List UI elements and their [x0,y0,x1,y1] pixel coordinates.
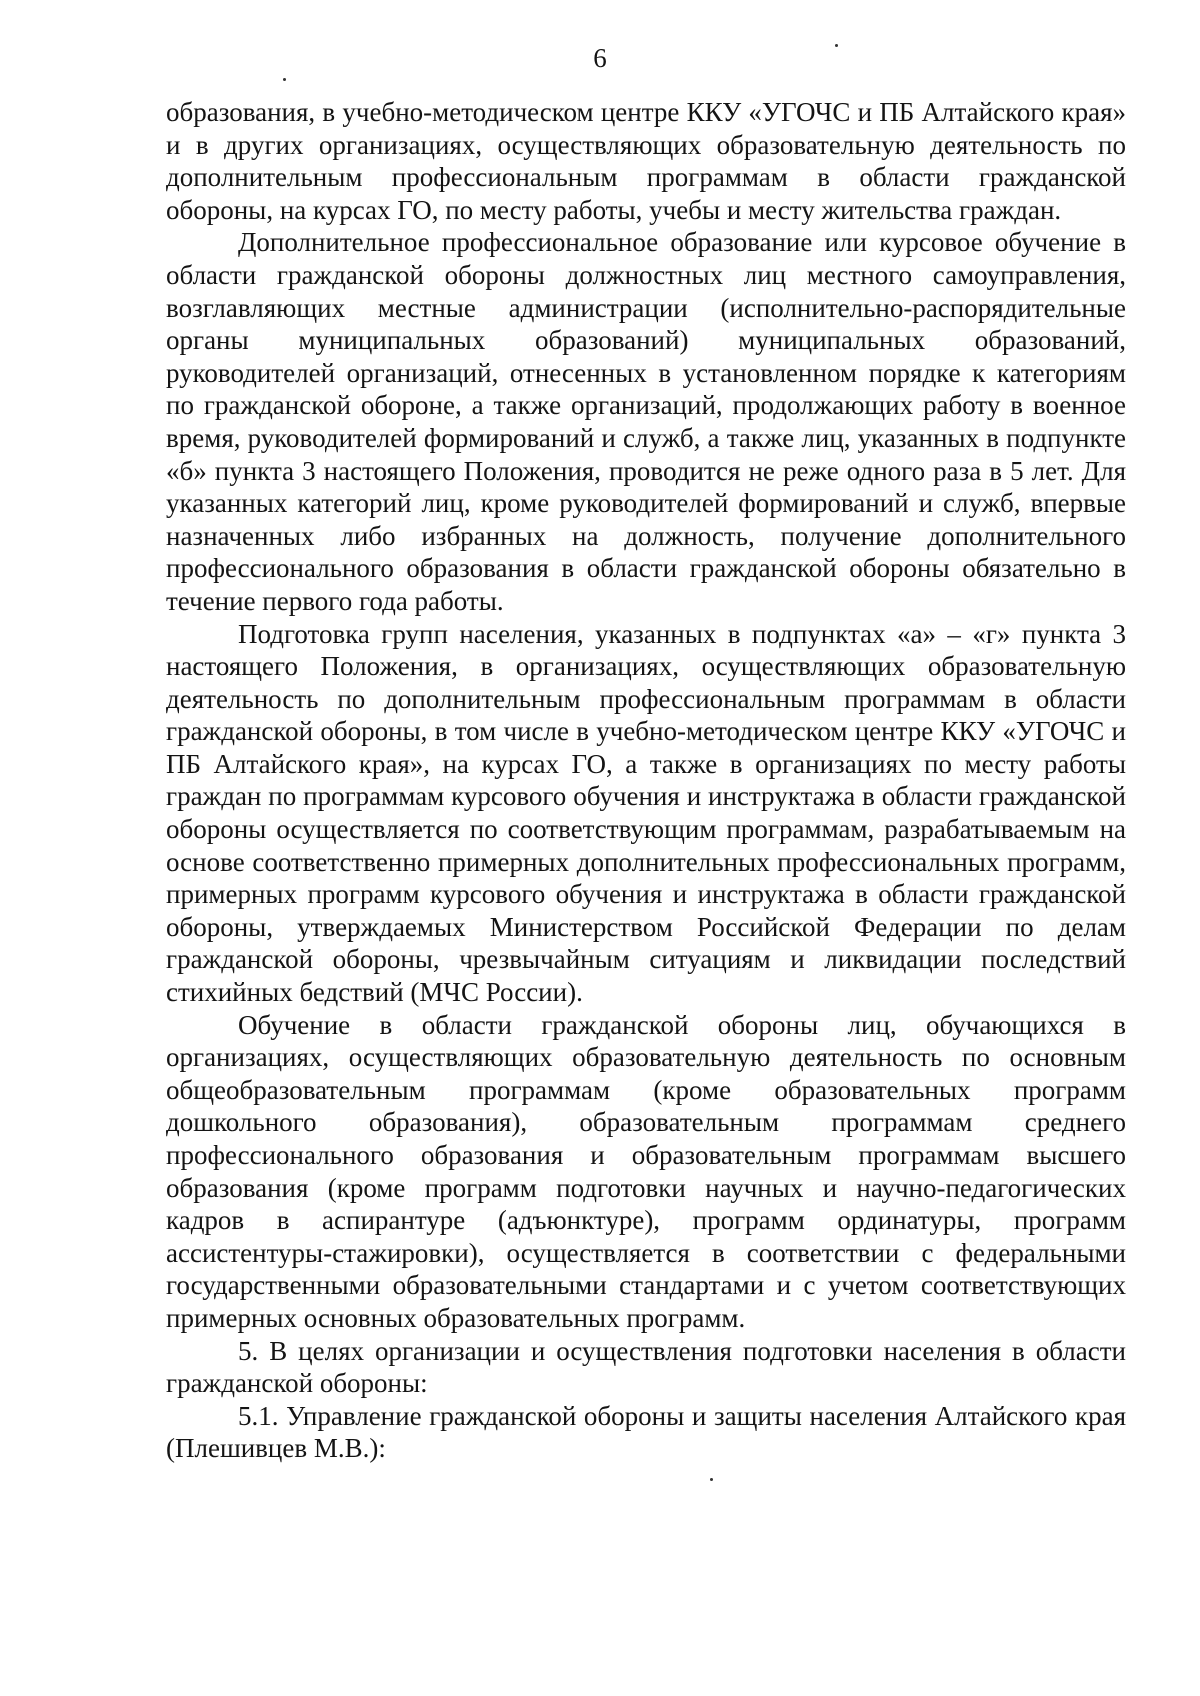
paragraph-continuation: образования, в учебно-методическом центре ККУ «УГОЧС и ПБ Алтайского края» и в других организациях, осуществляющих образовательную деятельность по дополнительным профессиональным программам в области гражданской обороны, на курсах ГО, по месту работы, учебы и месту жительства граждан. [166,97,1126,225]
paragraph-student-training: Обучение в области гражданской обороны лиц, обучающихся в организациях, осуществляющих образовательную деятельность по основным общеобразовательным программам (кроме образовательных программ дошкольного образования), образовательным программам среднего профессионального образования и образовательным программам высшего образования (кроме программ подготовки научных и научно-педагогических кадров в аспирантуре (адъюнктуре), программ ординатуры, программ ассистентуры-стажировки), осуществляется в соответствии с федеральными государственными образовательными стандартами и с учетом соответствующих примерных основных образовательных программ. [166,1009,1126,1333]
paragraph-item-5: 5. В целях организации и осуществления подготовки населения в области гражданской обороны: [166,1335,1126,1399]
paragraph-item-5-1: 5.1. Управление гражданской обороны и защиты населения Алтайского края (Плешивцев М.В.): [166,1400,1126,1464]
paragraph-professional-education: Дополнительное профессиональное образование или курсовое обучение в области гражданской обороны должностных лиц местного самоуправления, возглавляющих местные администрации (исполнительно-распорядительные органы муниципальных образований) муниципальных образований, руководителей организаций, отнесенных в установленном порядке к категориям по гражданской обороне, а также организаций, продолжающих работу в военное время, руководителей формирований и служб, а также лиц, указанных в подпункте «б» пункта 3 настоящего Положения, проводится не реже одного раза в 5 лет. Для указанных категорий лиц, кроме руководителей формирований и служб, впервые назначенных либо избранных на должность, получение дополнительного профессионального образования в области гражданской обороны обязательно в течение первого года работы. [166,227,1126,616]
scan-speck [710,1478,713,1481]
scan-speck [283,78,286,81]
page-number: 6 [593,43,607,73]
paragraph-population-training: Подготовка групп населения, указанных в подпунктах «а» – «г» пункта 3 настоящего Положения, в организациях, осуществляющих образовательную деятельность по дополнительным профессиональным программам в области гражданской обороны, в том числе в учебно-методическом центре ККУ «УГОЧС и ПБ Алтайского края», на курсах ГО, а также в организациях по месту работы граждан по программам курсового обучения и инструктажа в области гражданской обороны осуществляется по соответствующим программам, разрабатываемым на основе соответственно примерных дополнительных профессиональных программ, примерных программ курсового обучения и инструктажа в области гражданской обороны, утверждаемых Министерством Российской Федерации по делам гражданской обороны, чрезвычайным ситуациям и ликвидации последствий стихийных бедствий (МЧС России). [166,618,1126,1008]
document-body [166,96,1126,1465]
scan-speck [835,44,838,47]
